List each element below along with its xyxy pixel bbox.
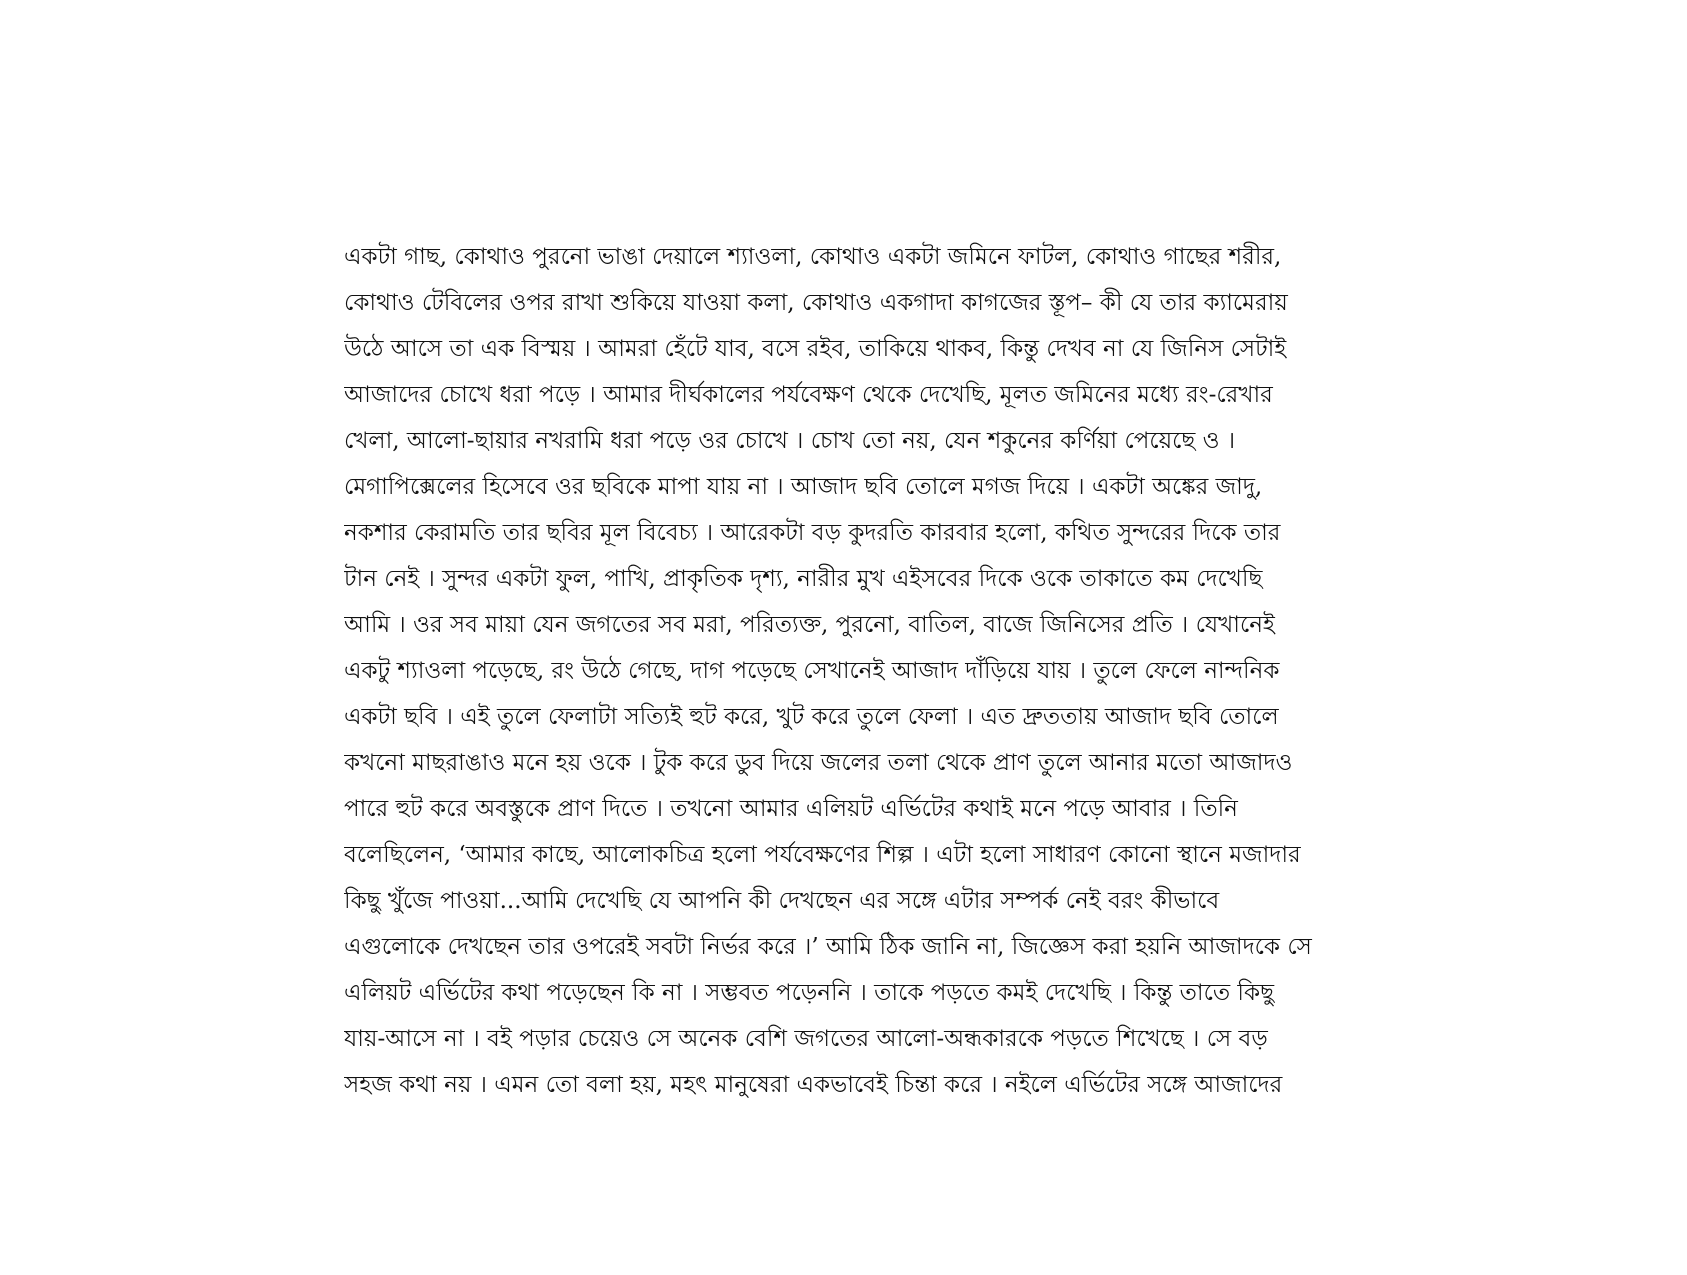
- body-text: [344, 234, 1364, 1108]
- text-line-2: কোথাও টেবিলের ওপর রাখা শুকিয়ে যাওয়া কলা, কোথাও একগাদা কাগজের স্তূপ– কী যে তার ক্যামেরায়: [344, 290, 1288, 316]
- text-line-6: মেগাপিক্সেলের হিসেবে ওর ছবিকে মাপা যায় না । আজাদ ছবি তোলে মগজ দিয়ে । একটা অঙ্কের জাদু,: [344, 474, 1263, 500]
- text-line-7: নকশার কেরামতি তার ছবির মূল বিবেচ্য । আরেকটা বড় কুদরতি কারবার হলো, কথিত সুন্দরের দিকে তার: [344, 520, 1281, 546]
- text-line-19: সহজ কথা নয় । এমন তো বলা হয়, মহৎ মানুষেরা একভাবেই চিন্তা করে । নইলে এর্ভিটের সঙ্গে আজাদের: [344, 1072, 1283, 1098]
- text-line-18: যায়-আসে না । বই পড়ার চেয়েও সে অনেক বেশি জগতের আলো-অন্ধকারকে পড়তে শিখেছে । সে বড়: [344, 1026, 1268, 1052]
- text-line-1: একটা গাছ, কোথাও পুরনো ভাঙা দেয়ালে শ্যাওলা, কোথাও একটা জমিনে ফাটল, কোথাও গাছের শরীর,: [344, 244, 1282, 270]
- text-line-11: একটা ছবি । এই তুলে ফেলাটা সত্যিই হুট করে, খুট করে তুলে ফেলা । এত দ্রুততায় আজাদ ছবি তোলে: [344, 704, 1279, 730]
- text-line-16: এগুলোকে দেখছেন তার ওপরেই সবটা নির্ভর করে ।’ আমি ঠিক জানি না, জিজ্ঞেস করা হয়নি আজাদকে সে: [344, 934, 1312, 960]
- text-line-12: কখনো মাছরাঙাও মনে হয় ওকে । টুক করে ডুব দিয়ে জলের তলা থেকে প্রাণ তুলে আনার মতো আজাদও: [344, 750, 1293, 776]
- text-line-15: কিছু খুঁজে পাওয়া...আমি দেখেছি যে আপনি কী দেখছেন এর সঙ্গে এটার সম্পর্ক নেই বরং কীভাবে: [344, 888, 1220, 914]
- text-line-14: বলেছিলেন, ‘আমার কাছে, আলোকচিত্র হলো পর্যবেক্ষণের শিল্প । এটা হলো সাধারণ কোনো স্থানে মজাদার: [344, 842, 1301, 868]
- text-line-8: টান নেই । সুন্দর একটা ফুল, পাখি, প্রাকৃতিক দৃশ্য, নারীর মুখ এইসবের দিকে ওকে তাকাতে কম দেখেছি: [344, 566, 1263, 592]
- text-line-5: খেলা, আলো-ছায়ার নখরামি ধরা পড়ে ওর চোখে । চোখ তো নয়, যেন শকুনের কর্ণিয়া পেয়েছে ও ।: [344, 428, 1236, 454]
- text-line-3: উঠে আসে তা এক বিস্ময় । আমরা হেঁটে যাব, বসে রইব, তাকিয়ে থাকব, কিন্তু দেখব না যে জিনিস সেটাই: [344, 336, 1287, 362]
- text-line-17: এলিয়ট এর্ভিটের কথা পড়েছেন কি না । সম্ভবত পড়েননি । তাকে পড়তে কমই দেখেছি । কিন্তু তাতে কিছু: [344, 980, 1275, 1006]
- text-line-10: একটু শ্যাওলা পড়েছে, রং উঠে গেছে, দাগ পড়েছে সেখানেই আজাদ দাঁড়িয়ে যায় । তুলে ফেলে নান্দনিক: [344, 658, 1280, 684]
- text-line-13: পারে হুট করে অবস্তুকে প্রাণ দিতে । তখনো আমার এলিয়ট এর্ভিটের কথাই মনে পড়ে আবার । তিনি: [344, 796, 1238, 822]
- text-line-4: আজাদের চোখে ধরা পড়ে । আমার দীর্ঘকালের পর্যবেক্ষণ থেকে দেখেছি, মূলত জমিনের মধ্যে রং-রেখার: [344, 382, 1273, 408]
- text-line-9: আমি । ওর সব মায়া যেন জগতের সব মরা, পরিত্যক্ত, পুরনো, বাতিল, বাজে জিনিসের প্রতি । যেখানেই: [344, 612, 1275, 638]
